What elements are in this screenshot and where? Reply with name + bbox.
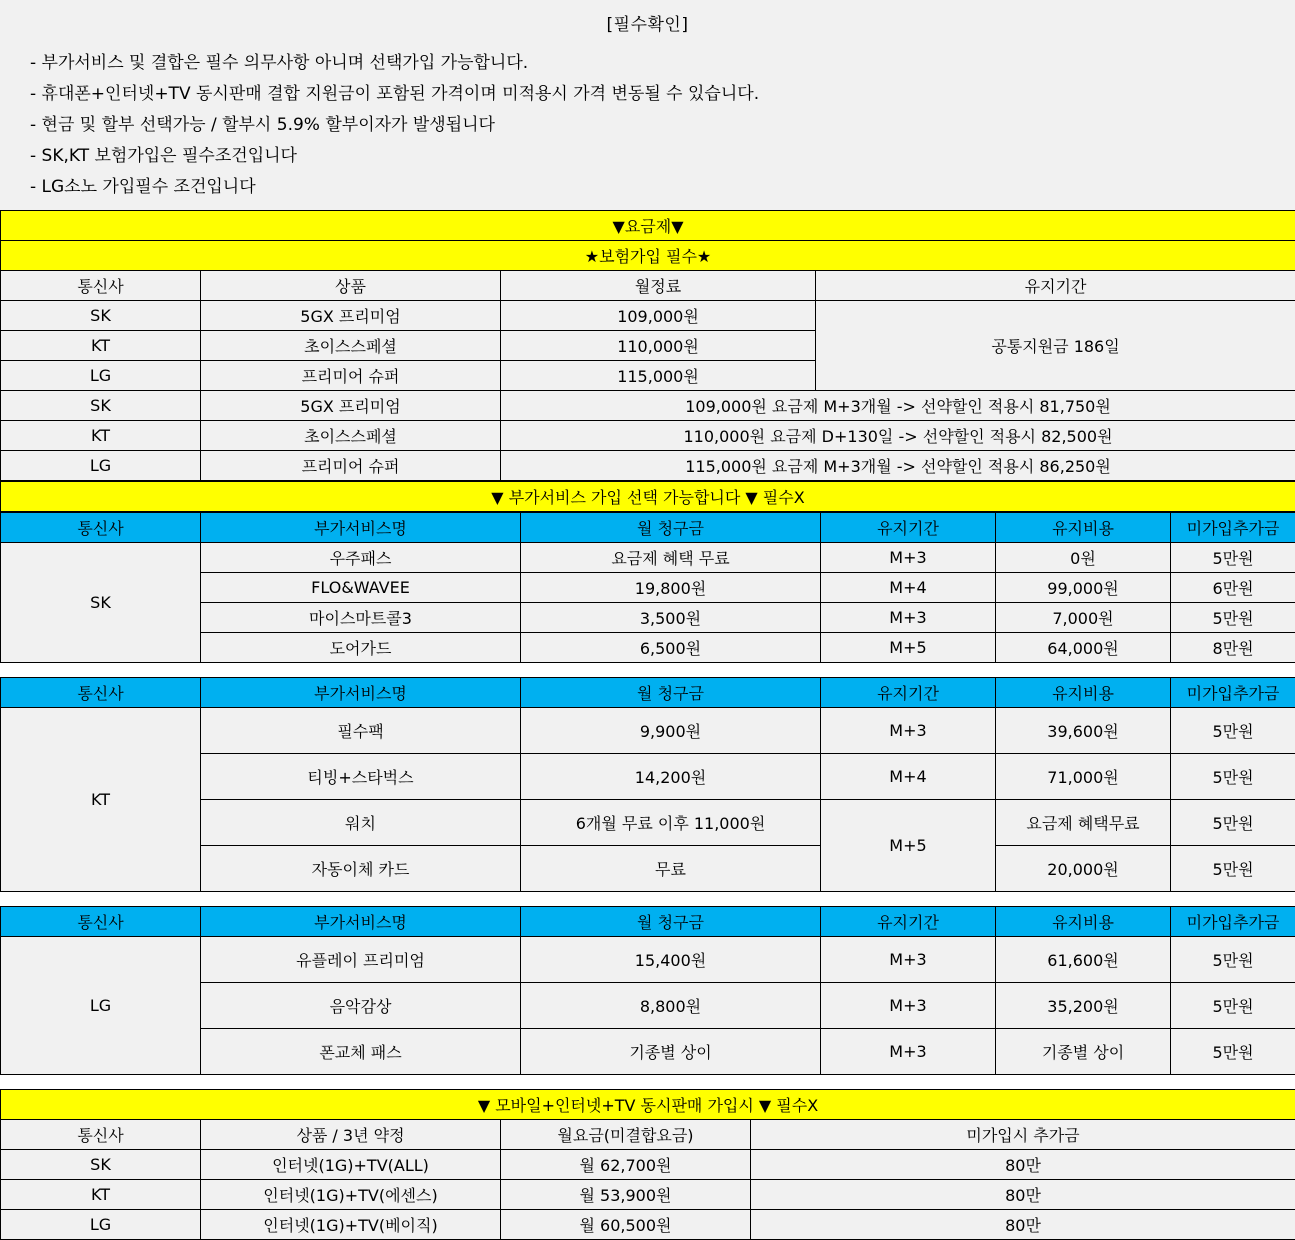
addon-name: 음악감상 [201,983,521,1029]
addon-header-period: 유지기간 [821,907,996,937]
addon-extra: 8만원 [1171,633,1295,663]
bundle-header-carrier: 통신사 [1,1120,201,1150]
bundle-header-fee: 월요금(미결합요금) [501,1120,751,1150]
plan-carrier: LG [1,361,201,391]
addon-period: M+3 [821,603,996,633]
section-spacer [0,1075,1295,1089]
notice-line: - SK,KT 보험가입은 필수조건입니다 [0,138,1295,169]
addon-name: 자동이체 카드 [201,846,521,892]
table-row [1,708,1295,754]
plan-carrier: LG [1,451,201,481]
addon-period: M+5 [821,633,996,663]
addon-cost: 기종별 상이 [996,1029,1171,1075]
addon-extra: 5만원 [1171,1029,1295,1075]
addon-bill: 15,400원 [521,937,821,983]
bundle-table [0,1089,1295,1240]
addon-period: M+3 [821,543,996,573]
table-row [1,391,1295,421]
addon-cost: 71,000원 [996,754,1171,800]
plan-fee: 110,000원 [501,331,816,361]
table-row [1,451,1295,481]
bundle-extra: 80만 [751,1210,1295,1240]
addon-period: M+3 [821,983,996,1029]
addon-bill: 9,900원 [521,708,821,754]
addon-cost: 99,000원 [996,573,1171,603]
addon-extra: 5만원 [1171,754,1295,800]
table-row [1,937,1295,983]
plan-header-product: 상품 [201,271,501,301]
plan-discount-detail: 109,000원 요금제 M+3개월 -> 선약할인 적용시 81,750원 [501,391,1295,421]
plan-product: 프리미어 슈퍼 [201,451,501,481]
addon-header-cost: 유지비용 [996,907,1171,937]
addon-cost: 64,000원 [996,633,1171,663]
addon-bill: 6개월 무료 이후 11,000원 [521,800,821,846]
section-spacer [0,892,1295,906]
addon-extra: 5만원 [1171,937,1295,983]
notice-block [0,0,1295,210]
addon-band-table [0,481,1295,512]
plan-product: 5GX 프리미엄 [201,301,501,331]
addon-extra: 5만원 [1171,846,1295,892]
table-row [1,543,1295,573]
addon-cost: 35,200원 [996,983,1171,1029]
plan-fee: 109,000원 [501,301,816,331]
section-spacer [0,663,1295,677]
table-row [1,1210,1295,1240]
plan-header-fee: 월정료 [501,271,816,301]
addon-name: 우주패스 [201,543,521,573]
bundle-fee: 월 60,500원 [501,1210,751,1240]
notice-line: - LG소노 가입필수 조건입니다 [0,169,1295,200]
addon-header-name: 부가서비스명 [201,907,521,937]
bundle-header-extra: 미가입시 추가금 [751,1120,1295,1150]
addon-header-bill: 월 청구금 [521,907,821,937]
addon-extra: 5만원 [1171,708,1295,754]
addon-table-lg [0,906,1295,1075]
addon-band-text: ▼ 부가서비스 가입 선택 가능합니다 ▼ 필수X [1,482,1295,512]
addon-extra: 5만원 [1171,603,1295,633]
addon-carrier: KT [1,708,201,892]
addon-period: M+4 [821,754,996,800]
addon-bill: 6,500원 [521,633,821,663]
addon-name: FLO&WAVEE [201,573,521,603]
addon-header-name: 부가서비스명 [201,513,521,543]
bundle-header-product: 상품 / 3년 약정 [201,1120,501,1150]
addon-header-period: 유지기간 [821,513,996,543]
addon-header-cost: 유지비용 [996,513,1171,543]
bundle-carrier: LG [1,1210,201,1240]
plan-product: 초이스스페셜 [201,331,501,361]
addon-period: M+4 [821,573,996,603]
addon-period: M+3 [821,708,996,754]
addon-header-row [1,513,1295,543]
table-row [1,421,1295,451]
bundle-band [1,1090,1295,1120]
bundle-header-row [1,1120,1295,1150]
addon-header-row [1,907,1295,937]
plan-band-insurance [1,241,1295,271]
plan-band-insurance-text: ★보험가입 필수★ [1,241,1295,271]
addon-cost: 7,000원 [996,603,1171,633]
table-row [1,1150,1295,1180]
bundle-extra: 80만 [751,1150,1295,1180]
bundle-carrier: SK [1,1150,201,1180]
addon-name: 마이스마트콜3 [201,603,521,633]
addon-header-carrier: 통신사 [1,513,201,543]
addon-header-bill: 월 청구금 [521,678,821,708]
addon-table-sk [0,512,1295,663]
addon-bill: 무료 [521,846,821,892]
addon-name: 필수팩 [201,708,521,754]
addon-cost: 0원 [996,543,1171,573]
addon-header-carrier: 통신사 [1,907,201,937]
addon-bill: 14,200원 [521,754,821,800]
plan-header-row [1,271,1295,301]
addon-extra: 5만원 [1171,800,1295,846]
addon-cost: 61,600원 [996,937,1171,983]
plan-discount-detail: 115,000원 요금제 M+3개월 -> 선약할인 적용시 86,250원 [501,451,1295,481]
addon-extra: 6만원 [1171,573,1295,603]
bundle-product: 인터넷(1G)+TV(에센스) [201,1180,501,1210]
plan-header-carrier: 통신사 [1,271,201,301]
addon-name: 도어가드 [201,633,521,663]
addon-cost: 요금제 혜택무료 [996,800,1171,846]
bundle-carrier: KT [1,1180,201,1210]
plan-carrier: SK [1,391,201,421]
plan-support-note: 공통지원금 186일 [816,301,1295,391]
plan-carrier: KT [1,331,201,361]
addon-header-cost: 유지비용 [996,678,1171,708]
plan-table [0,210,1295,481]
plan-carrier: SK [1,301,201,331]
addon-name: 티빙+스타벅스 [201,754,521,800]
table-row [1,1180,1295,1210]
addon-extra: 5만원 [1171,983,1295,1029]
addon-header-extra: 미가입추가금 [1171,678,1295,708]
bundle-product: 인터넷(1G)+TV(ALL) [201,1150,501,1180]
addon-header-extra: 미가입추가금 [1171,907,1295,937]
addon-period: M+3 [821,937,996,983]
addon-bill: 기종별 상이 [521,1029,821,1075]
plan-header-period: 유지기간 [816,271,1295,301]
addon-period: M+3 [821,1029,996,1075]
notice-line: - 부가서비스 및 결합은 필수 의무사항 아니며 선택가입 가능합니다. [0,45,1295,76]
addon-header-bill: 월 청구금 [521,513,821,543]
addon-bill: 19,800원 [521,573,821,603]
bundle-product: 인터넷(1G)+TV(베이직) [201,1210,501,1240]
notice-line: - 휴대폰+인터넷+TV 동시판매 결합 지원금이 포함된 가격이며 미적용시 가격 변동될 수 있습니다. [0,76,1295,107]
addon-band [1,482,1295,512]
addon-cost: 39,600원 [996,708,1171,754]
plan-discount-detail: 110,000원 요금제 D+130일 -> 선약할인 적용시 82,500원 [501,421,1295,451]
addon-name: 워치 [201,800,521,846]
addon-bill: 3,500원 [521,603,821,633]
plan-band-title-text: ▼요금제▼ [1,211,1295,241]
addon-header-name: 부가서비스명 [201,678,521,708]
addon-header-row [1,678,1295,708]
bundle-band-text: ▼ 모바일+인터넷+TV 동시판매 가입시 ▼ 필수X [1,1090,1295,1120]
plan-carrier: KT [1,421,201,451]
addon-extra: 5만원 [1171,543,1295,573]
plan-band-title [1,211,1295,241]
plan-product: 5GX 프리미엄 [201,391,501,421]
table-row [1,301,1295,331]
addon-header-carrier: 통신사 [1,678,201,708]
addon-bill: 요금제 혜택 무료 [521,543,821,573]
bundle-fee: 월 62,700원 [501,1150,751,1180]
plan-product: 프리미어 슈퍼 [201,361,501,391]
bundle-fee: 월 53,900원 [501,1180,751,1210]
addon-bill: 8,800원 [521,983,821,1029]
notice-title: [필수확인] [0,6,1295,45]
addon-header-extra: 미가입추가금 [1171,513,1295,543]
addon-header-period: 유지기간 [821,678,996,708]
addon-carrier: SK [1,543,201,663]
addon-cost: 20,000원 [996,846,1171,892]
bundle-extra: 80만 [751,1180,1295,1210]
addon-name: 폰교체 패스 [201,1029,521,1075]
plan-fee: 115,000원 [501,361,816,391]
addon-table-kt [0,677,1295,892]
notice-line: - 현금 및 할부 선택가능 / 할부시 5.9% 할부이자가 발생됩니다 [0,107,1295,138]
addon-name: 유플레이 프리미엄 [201,937,521,983]
plan-product: 초이스스페셜 [201,421,501,451]
addon-carrier: LG [1,937,201,1075]
addon-period: M+5 [821,800,996,892]
